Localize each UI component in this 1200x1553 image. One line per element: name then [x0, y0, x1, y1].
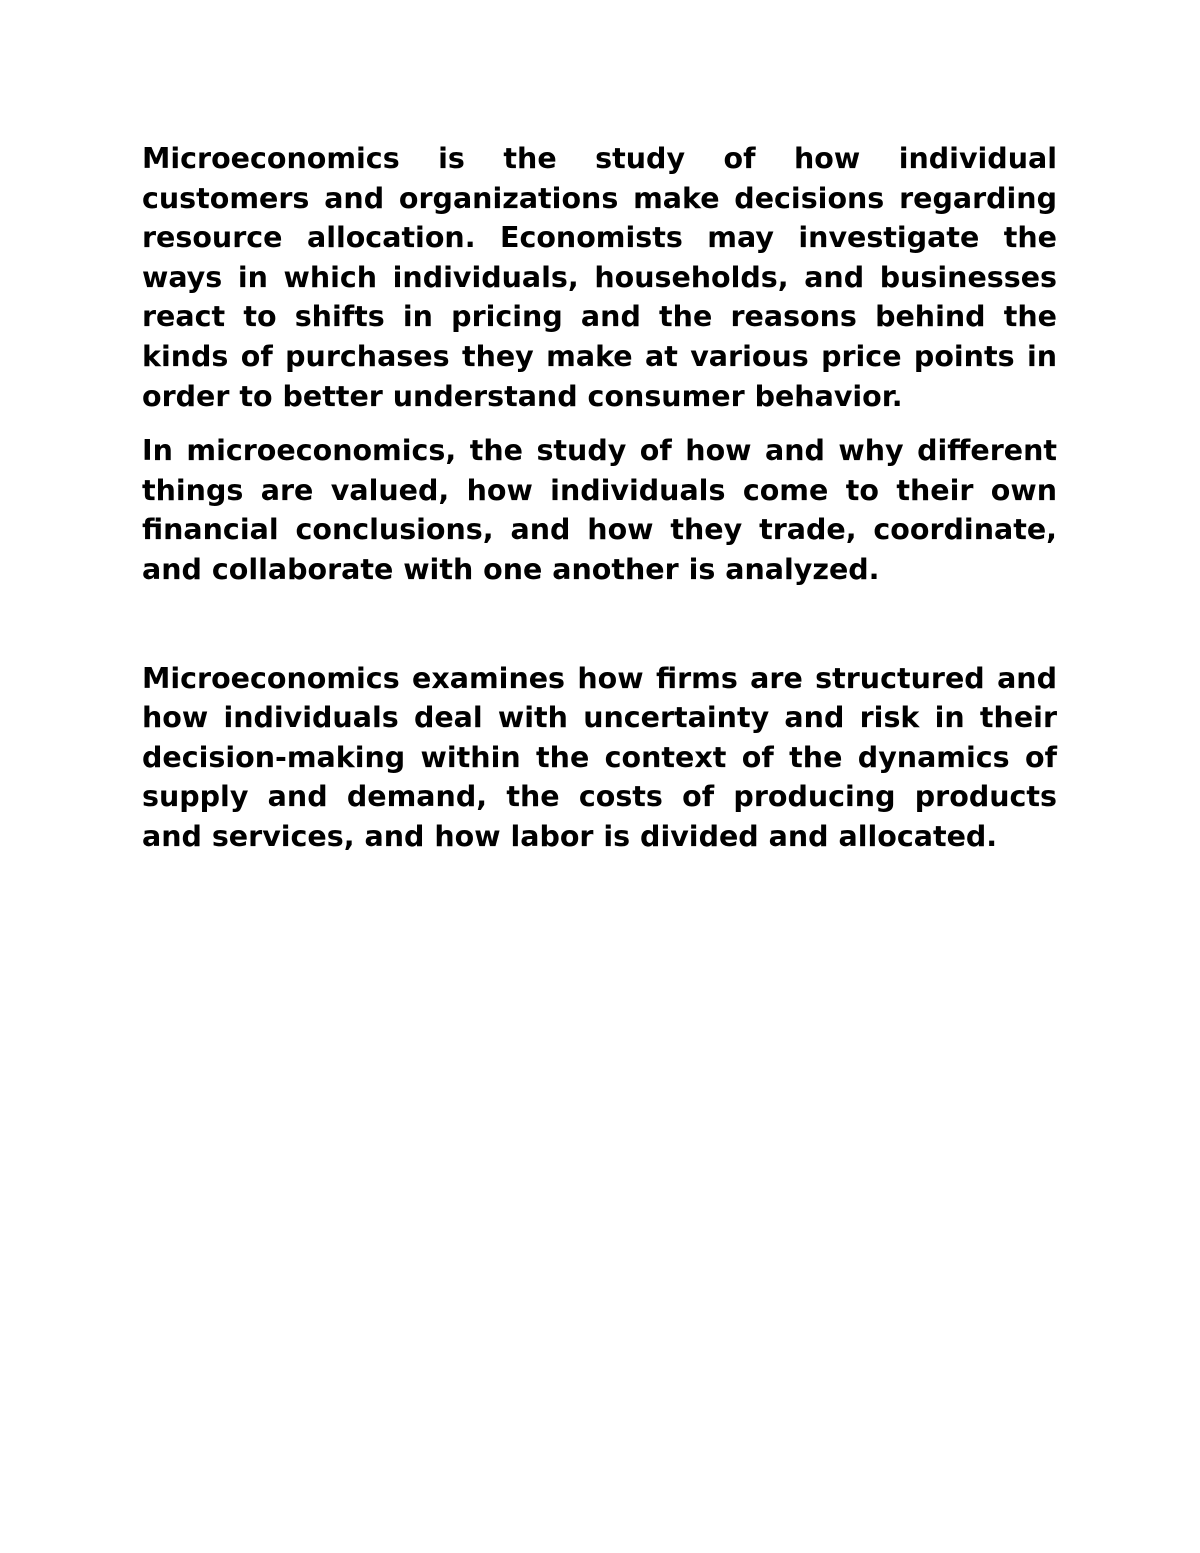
document-body — [142, 139, 1057, 857]
empty-line — [142, 590, 1057, 659]
paragraph-1: Microeconomics is the study of how individual customers and organizations make decisions regarding resource allocation. Economists may investigate the ways in which individuals, households, and businesses react to shifts in pricing and the reasons behind the kinds of purchases they make at various price points in order to better understand consumer behavior. — [142, 142, 1057, 413]
paragraph-3: Microeconomics examines how firms are structured and how individuals deal with uncertainty and risk in their decision-making within the context of the dynamics of supply and demand, the costs of producing products and services, and how labor is divided and allocated. — [142, 661, 1057, 853]
paragraph-2: In microeconomics, the study of how and why different things are valued, how individuals come to their own financial conclusions, and how they trade, coordinate, and collaborate with one another is analyzed. — [142, 434, 1057, 586]
